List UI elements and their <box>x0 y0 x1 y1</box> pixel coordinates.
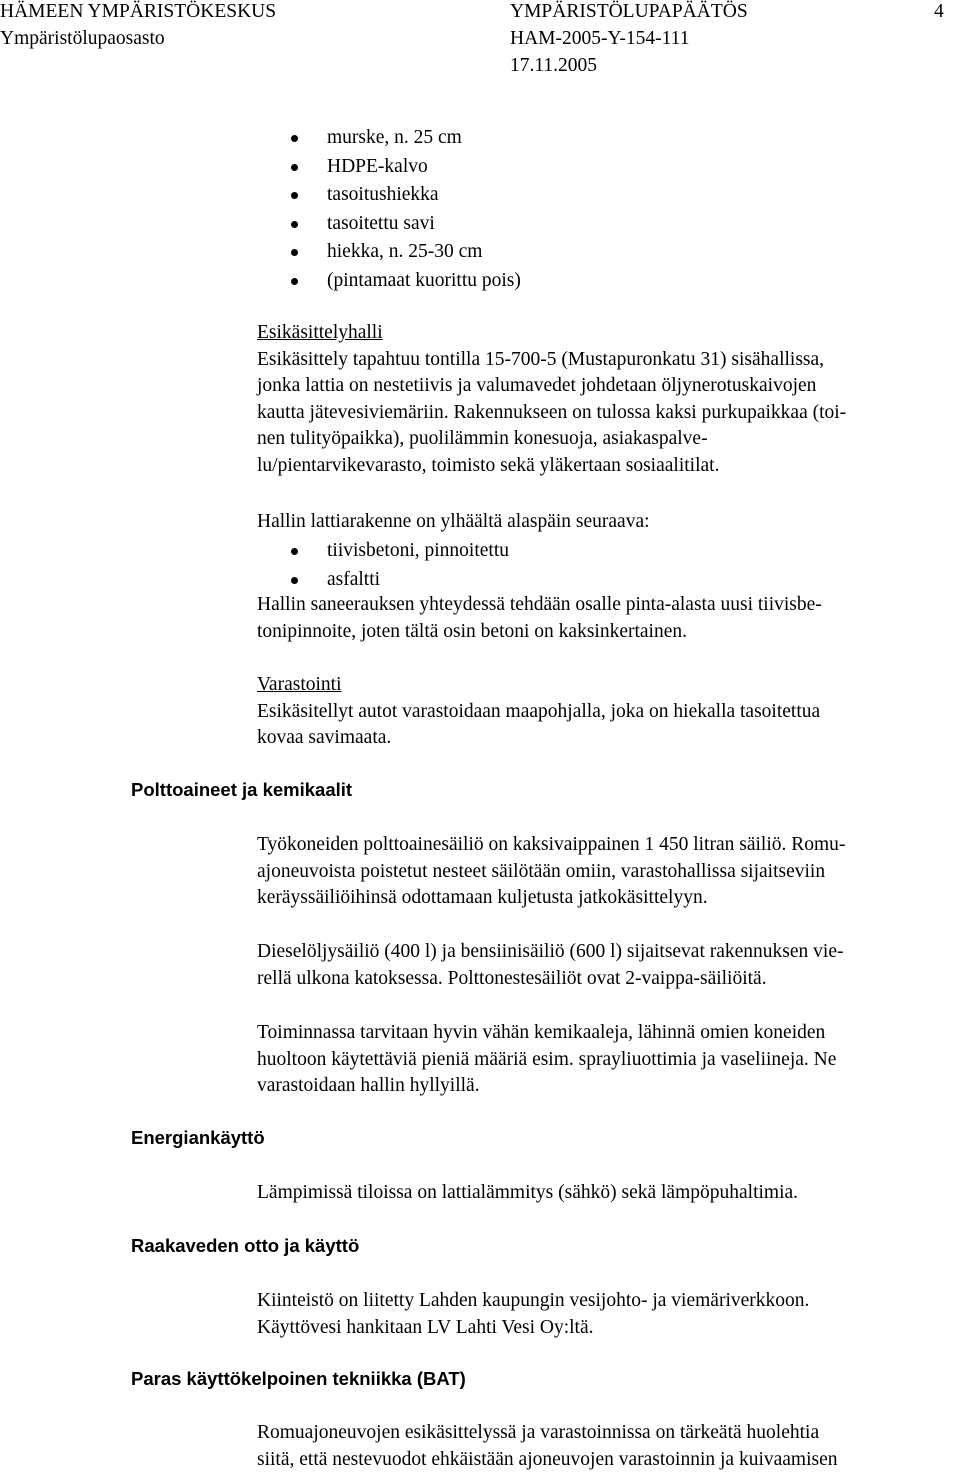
bat-heading: Paras käyttökelpoinen tekniikka (BAT) <box>131 1368 466 1389</box>
varastointi-heading: Varastointi <box>257 674 342 695</box>
paragraph-line: Käyttövesi hankitaan LV Lahti Vesi Oy:ltä. <box>257 1316 594 1338</box>
varastointi-section <box>257 672 957 752</box>
energia-paragraph: Lämpimissä tiloissa on lattialämmitys (sähkö) sekä lämpöpuhaltimia. <box>257 1182 799 1203</box>
energia-heading: Energiankäyttö <box>131 1127 265 1148</box>
paragraph-line: kautta jätevesiviemäriin. Rakennukseen on tulossa kaksi purkupaikkaa (toi- <box>257 401 847 423</box>
bullet-icon <box>291 135 298 142</box>
header-doc-type: YMPÄRISTÖLUPAPÄÄTÖS <box>510 1 748 22</box>
bullet-icon <box>291 548 298 555</box>
paragraph-line: Kiinteistö on liitetty Lahden kaupungin vesijohto- ja viemäriverkkoon. <box>257 1290 810 1311</box>
paragraph-line: Esikäsittely tapahtuu tontilla 15-700-5 (Mustapuronkatu 31) sisähallissa, <box>257 348 825 370</box>
paragraph-line: rellä ulkona katoksessa. Polttonestesäiliöt ovat 2-vaippa-säiliöitä. <box>257 967 767 989</box>
paragraph-line: jonka lattia on nestetiivis ja valumavedet johdetaan öljynerotuskaivojen <box>257 375 817 396</box>
esikasittely-heading: Esikäsittelyhalli <box>257 322 383 343</box>
bat-paragraph <box>257 1420 957 1473</box>
bullet-icon <box>291 164 298 171</box>
paragraph-line: siitä, että nestevuodot ehkäistään ajoneuvojen varastoinnin ja kuivaamisen <box>257 1448 838 1470</box>
header-page-number: 4 <box>934 1 944 22</box>
polttoaineet-paragraph-3 <box>257 1020 957 1100</box>
paragraph-line: Työkoneiden polttoainesäiliö on kaksivaippainen 1 450 litran säiliö. Romu- <box>257 834 846 855</box>
bullet-icon <box>291 192 298 199</box>
paragraph-line: Toiminnassa tarvitaan hyvin vähän kemikaaleja, lähinnä omien koneiden <box>257 1022 826 1043</box>
paragraph-line: varastoidaan hallin hyllyillä. <box>257 1075 480 1096</box>
bullet-icon <box>291 577 298 584</box>
bullet-icon <box>291 278 298 285</box>
halli-paragraph <box>257 592 957 645</box>
polttoaineet-paragraph-1 <box>257 832 957 912</box>
paragraph-line: Romuajoneuvojen esikäsittelyssä ja varastoinnissa on tärkeätä huolehtia <box>257 1422 820 1443</box>
polttoaineet-heading: Polttoaineet ja kemikaalit <box>131 779 353 800</box>
bullet-icon <box>291 221 298 228</box>
paragraph-line: lu/pientarvikevarasto, toimisto sekä yläkertaan sosiaalitilat. <box>257 454 720 476</box>
header-org: HÄMEEN YMPÄRISTÖKESKUS <box>0 1 277 22</box>
raakavesi-heading: Raakaveden otto ja käyttö <box>131 1235 360 1256</box>
paragraph-line: keräyssäiliöihinsä odottamaan kuljetusta jatkokäsittelyyn. <box>257 887 708 908</box>
paragraph-line: nen tulityöpaikka), puolilämmin konesuoja, asiakaspalve- <box>257 428 708 449</box>
polttoaineet-paragraph-2 <box>257 939 957 992</box>
bullet-icon <box>291 249 298 256</box>
paragraph-line: Esikäsitellyt autot varastoidaan maapohjalla, joka on hiekalla tasoitettua <box>257 700 821 722</box>
paragraph-line: ajoneuvoista poistetut nesteet säilötään omiin, varastohallissa sijaitseviin <box>257 860 826 882</box>
paragraph-line: Hallin saneerauksen yhteydessä tehdään osalle pinta-alasta uusi tiivisbe- <box>257 594 822 615</box>
raakavesi-paragraph <box>257 1288 957 1341</box>
header-unit: Ympäristölupaosasto <box>0 28 165 49</box>
header-date: 17.11.2005 <box>510 55 598 76</box>
halli-intro: Hallin lattiarakenne on ylhäältä alaspäin seuraava: <box>257 511 650 532</box>
paragraph-line: huoltoon käytettäviä pieniä määriä esim. sprayliuottimia ja vaseliineja. Ne <box>257 1048 837 1070</box>
esikasittely-section <box>257 320 957 479</box>
paragraph-line: tonipinnoite, joten tältä osin betoni on kaksinkertainen. <box>257 620 687 642</box>
paragraph-line: kovaa savimaata. <box>257 727 392 748</box>
paragraph-line: Dieselöljysäiliö (400 l) ja bensiinisäiliö (600 l) sijaitsevat rakennuksen vie- <box>257 941 844 962</box>
header-case-number: HAM-2005-Y-154-111 <box>510 28 690 49</box>
